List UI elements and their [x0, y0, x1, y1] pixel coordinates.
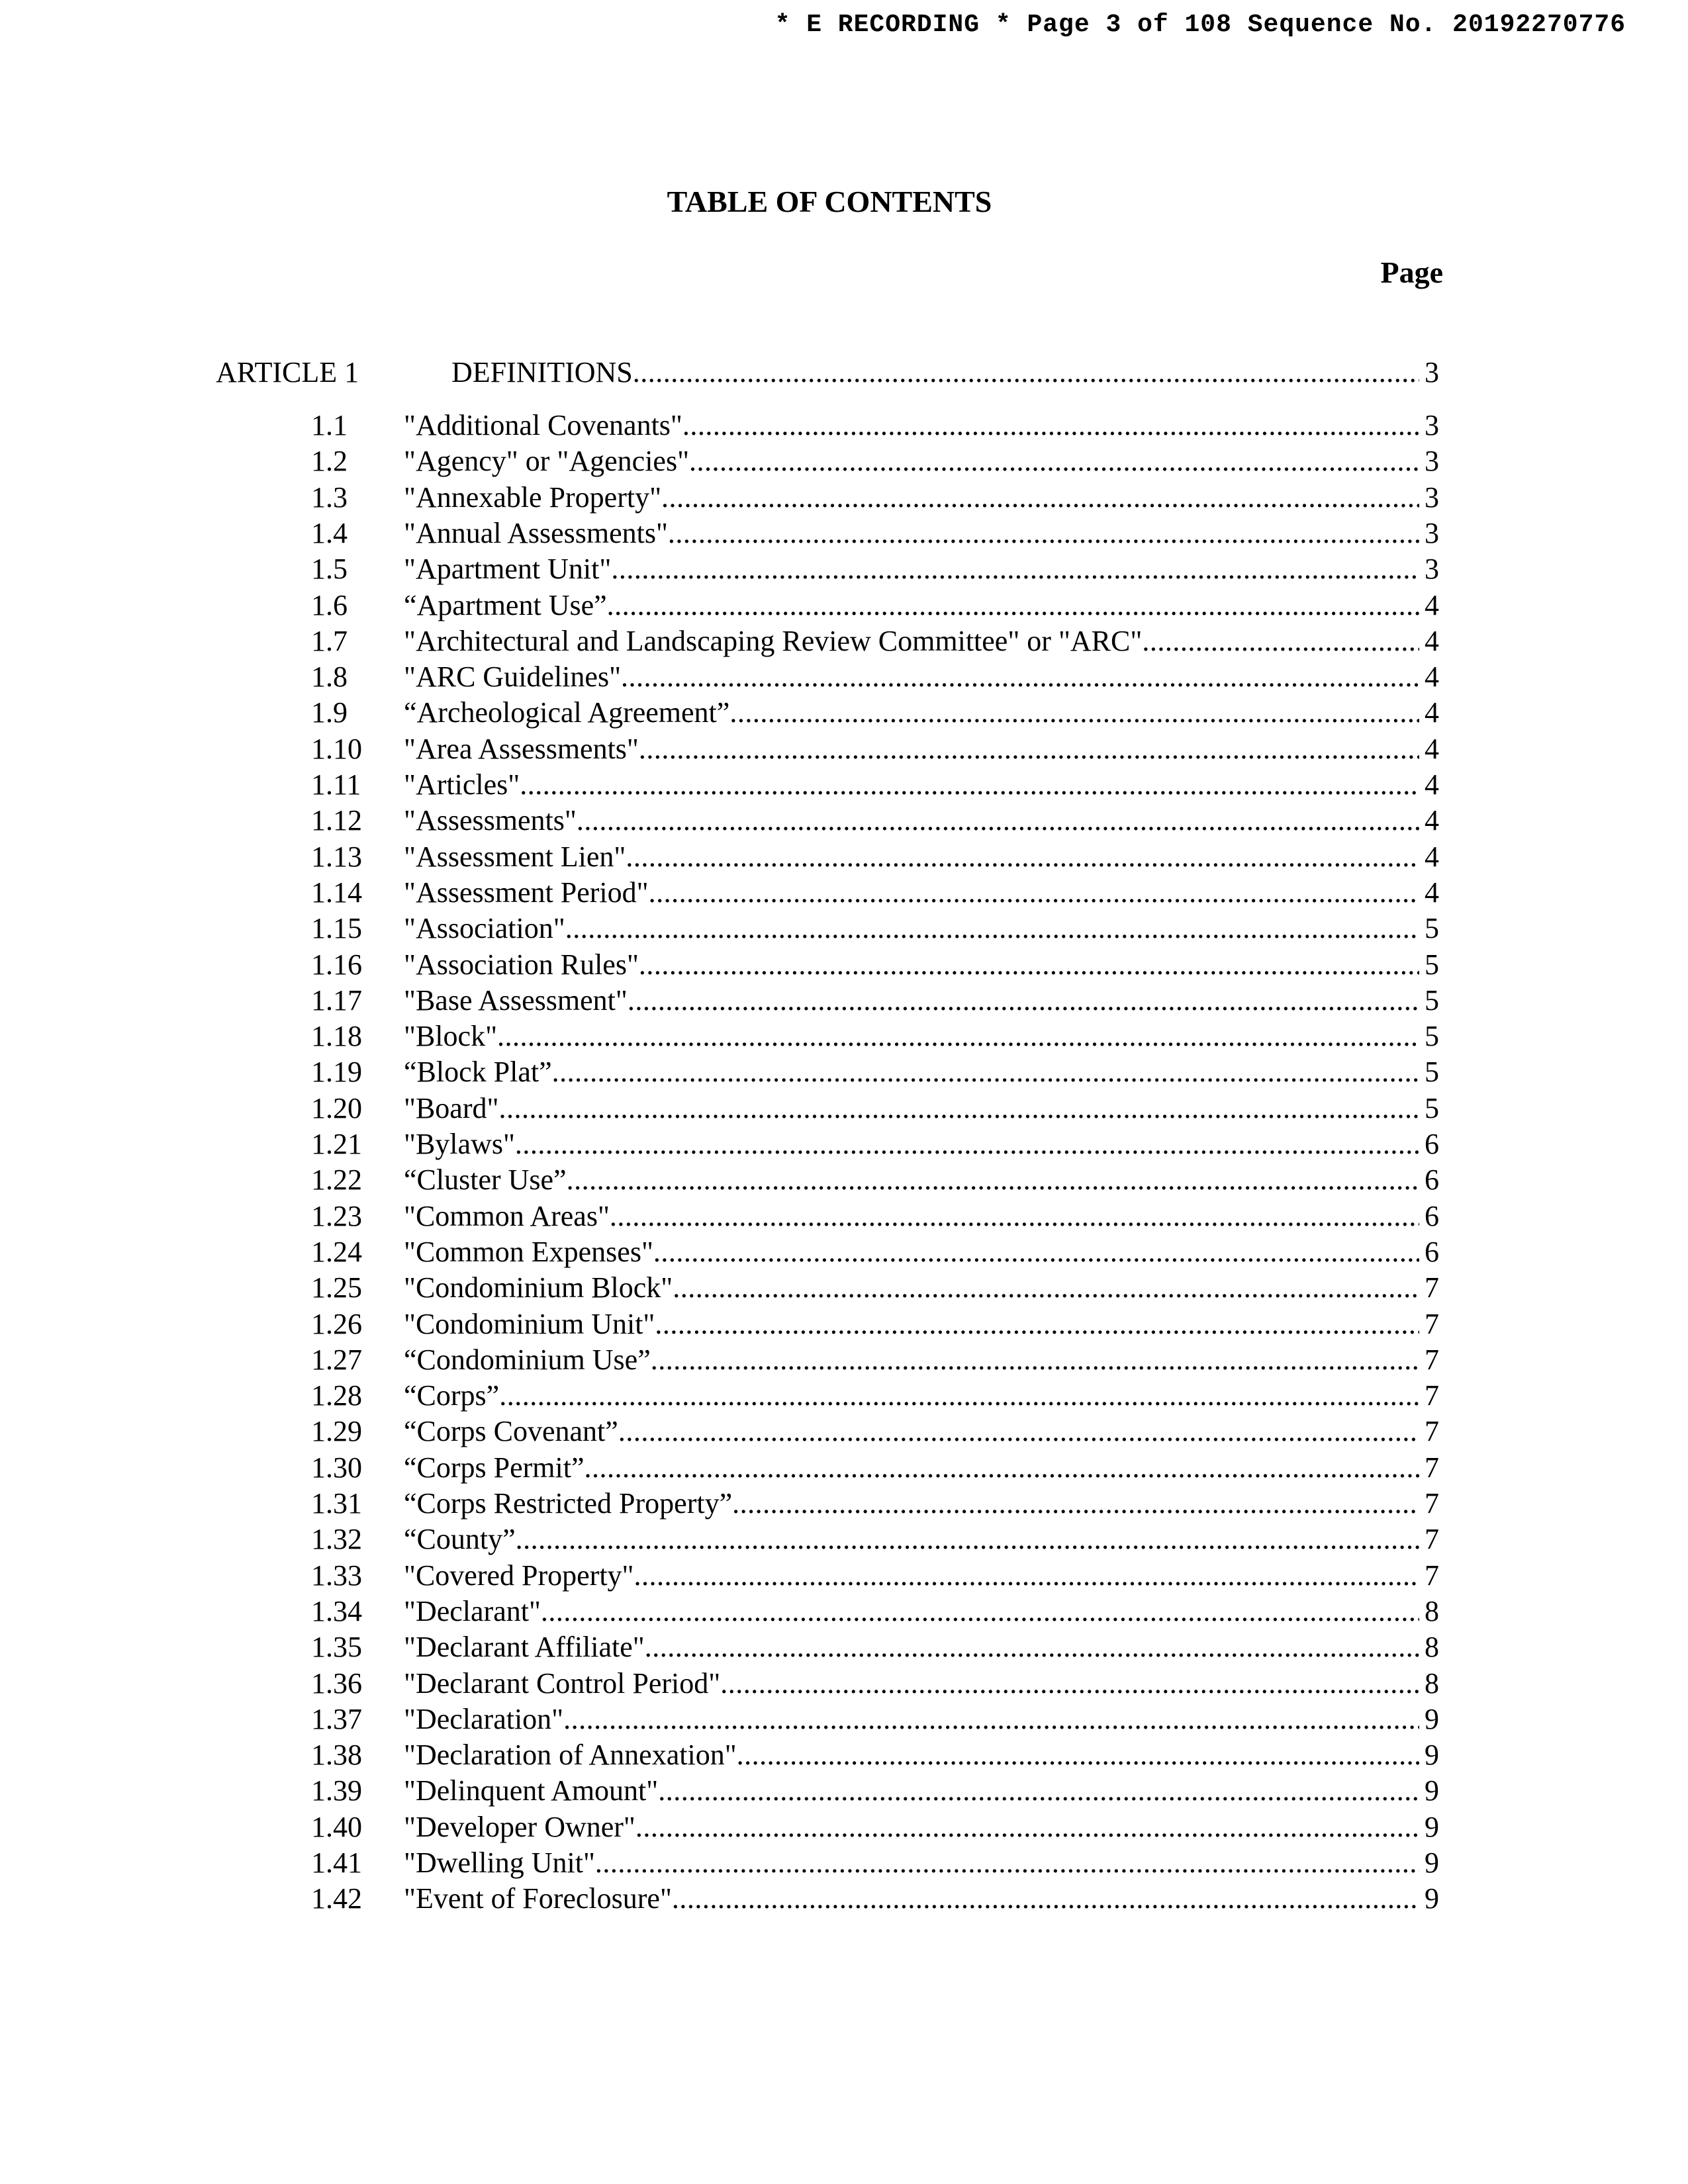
section-leader: [404, 1306, 1419, 1342]
section-title: "Association": [404, 911, 565, 946]
section-page-number: 4: [1425, 660, 1439, 694]
section-leader: [404, 1737, 1419, 1773]
section-number: 1.35: [311, 1631, 362, 1664]
section-number: 1.30: [311, 1451, 362, 1484]
section-number: 1.34: [311, 1594, 362, 1627]
section-page-number: 6: [1425, 1163, 1439, 1197]
section-number: 1.16: [311, 948, 362, 981]
section-title: “Corps Permit”: [404, 1450, 585, 1486]
section-page-number: 9: [1425, 1774, 1439, 1807]
section-page-number: 4: [1425, 732, 1439, 765]
section-leader: [404, 1091, 1419, 1126]
section-leader: [404, 1594, 1419, 1629]
dot-leader: [1142, 623, 1419, 659]
dot-leader: [610, 1199, 1419, 1234]
section-title: "Delinquent Amount": [404, 1773, 658, 1809]
section-leader: [404, 1702, 1419, 1737]
section-leader: [404, 875, 1419, 911]
section-page-number: 9: [1425, 1810, 1439, 1843]
dot-leader: [611, 551, 1419, 587]
dot-leader: [682, 408, 1419, 443]
dot-leader: [585, 1450, 1419, 1486]
section-leader: [404, 695, 1419, 731]
section-leader: [404, 839, 1419, 875]
section-title: "Apartment Unit": [404, 551, 611, 587]
section-title: "Common Areas": [404, 1199, 610, 1234]
section-page-number: 7: [1425, 1415, 1439, 1448]
section-leader: [404, 767, 1419, 803]
section-title: "Assessments": [404, 803, 577, 839]
section-leader: [404, 1054, 1419, 1090]
section-number: 1.18: [311, 1020, 362, 1053]
dot-leader: [673, 1270, 1419, 1306]
dot-leader: [639, 947, 1419, 983]
dot-leader: [732, 1486, 1419, 1522]
section-title: "Developer Owner": [404, 1809, 635, 1845]
section-number: 1.3: [311, 480, 348, 514]
section-leader: [404, 1629, 1419, 1665]
dot-leader: [498, 1091, 1419, 1126]
section-leader: [404, 659, 1419, 695]
section-leader: [404, 1162, 1419, 1198]
section-title: "Annexable Property": [404, 480, 661, 516]
section-title: “Apartment Use”: [404, 588, 607, 623]
section-leader: [404, 983, 1419, 1019]
section-page-number: 3: [1425, 553, 1439, 586]
section-leader: [404, 1809, 1419, 1845]
section-title: "Condominium Unit": [404, 1306, 655, 1342]
dot-leader: [577, 803, 1419, 839]
section-number: 1.39: [311, 1774, 362, 1807]
section-leader: [404, 1342, 1419, 1378]
section-page-number: 5: [1425, 1056, 1439, 1089]
section-number: 1.13: [311, 840, 362, 873]
dot-leader: [651, 1342, 1419, 1378]
section-page-number: 4: [1425, 768, 1439, 801]
section-leader: [404, 803, 1419, 839]
section-page-number: 7: [1425, 1307, 1439, 1340]
section-leader: [404, 443, 1419, 479]
section-number: 1.41: [311, 1846, 362, 1879]
section-number: 1.8: [311, 660, 348, 694]
section-number: 1.22: [311, 1163, 362, 1197]
section-title: "Condominium Block": [404, 1270, 673, 1306]
section-number: 1.42: [311, 1882, 362, 1915]
section-number: 1.25: [311, 1271, 362, 1304]
section-page-number: 5: [1425, 912, 1439, 945]
section-page-number: 8: [1425, 1594, 1439, 1627]
section-number: 1.29: [311, 1415, 362, 1448]
section-title: "Board": [404, 1091, 498, 1126]
section-leader: [404, 1666, 1419, 1702]
section-title: "Assessment Lien": [404, 839, 626, 875]
section-page-number: 4: [1425, 624, 1439, 657]
section-leader: [404, 551, 1419, 587]
section-page-number: 9: [1425, 1702, 1439, 1735]
dot-leader: [635, 1809, 1419, 1845]
section-page-number: 8: [1425, 1666, 1439, 1700]
section-leader: [404, 1270, 1419, 1306]
section-title: "Declarant Control Period": [404, 1666, 720, 1702]
dot-leader: [645, 1629, 1419, 1665]
section-title: “Corps Restricted Property”: [404, 1486, 732, 1522]
section-number: 1.28: [311, 1379, 362, 1412]
section-leader: [404, 1019, 1419, 1054]
section-page-number: 3: [1425, 409, 1439, 441]
section-number: 1.6: [311, 588, 348, 621]
section-leader: [404, 1486, 1419, 1522]
section-page-number: 7: [1425, 1343, 1439, 1376]
section-number: 1.38: [311, 1739, 362, 1772]
section-title: "Annual Assessments": [404, 516, 668, 551]
page-column-label: Page: [1380, 255, 1443, 289]
section-title: "Assessment Period": [404, 875, 649, 911]
section-title: “Condominium Use”: [404, 1342, 651, 1378]
section-leader: [404, 1450, 1419, 1486]
dot-leader: [661, 480, 1419, 516]
article-number: ARTICLE 1: [216, 356, 359, 388]
section-number: 1.12: [311, 804, 362, 837]
section-number: 1.10: [311, 732, 362, 765]
section-number: 1.33: [311, 1559, 362, 1592]
section-title: "ARC Guidelines": [404, 659, 621, 695]
section-page-number: 3: [1425, 516, 1439, 549]
section-title: "Dwelling Unit": [404, 1845, 595, 1881]
section-page-number: 7: [1425, 1451, 1439, 1484]
section-title: "Architectural and Landscaping Review Committee" or "ARC": [404, 623, 1142, 659]
section-page-number: 9: [1425, 1739, 1439, 1772]
dot-leader: [563, 1702, 1419, 1737]
section-title: “Archeological Agreement”: [404, 695, 729, 731]
section-page-number: 6: [1425, 1128, 1439, 1160]
section-number: 1.9: [311, 696, 348, 729]
section-title: "Articles": [404, 767, 520, 803]
section-page-number: 9: [1425, 1882, 1439, 1915]
section-leader: [404, 588, 1419, 623]
dot-leader: [672, 1881, 1419, 1917]
section-number: 1.31: [311, 1487, 362, 1520]
article-leader: [451, 355, 1419, 390]
section-leader: [404, 1199, 1419, 1234]
article-title: DEFINITIONS: [451, 355, 633, 390]
section-number: 1.4: [311, 516, 348, 549]
dot-leader: [729, 695, 1419, 731]
section-page-number: 7: [1425, 1271, 1439, 1304]
section-number: 1.32: [311, 1523, 362, 1556]
dot-leader: [633, 355, 1419, 390]
section-title: "Bylaws": [404, 1126, 515, 1162]
section-number: 1.1: [311, 409, 348, 441]
dot-leader: [595, 1845, 1419, 1881]
section-page-number: 6: [1425, 1235, 1439, 1268]
section-title: "Additional Covenants": [404, 408, 682, 443]
dot-leader: [565, 911, 1419, 946]
section-page-number: 5: [1425, 948, 1439, 981]
dot-leader: [628, 983, 1419, 1019]
section-number: 1.24: [311, 1235, 362, 1268]
section-number: 1.15: [311, 912, 362, 945]
dot-leader: [552, 1054, 1419, 1090]
section-leader: [404, 1881, 1419, 1917]
dot-leader: [567, 1162, 1419, 1198]
section-page-number: 4: [1425, 696, 1439, 729]
section-leader: [404, 480, 1419, 516]
section-leader: [404, 947, 1419, 983]
dot-leader: [720, 1666, 1419, 1702]
section-title: "Declarant": [404, 1594, 541, 1629]
section-leader: [404, 1845, 1419, 1881]
section-leader: [404, 1522, 1419, 1557]
section-title: "Area Assessments": [404, 731, 639, 767]
section-title: "Association Rules": [404, 947, 639, 983]
section-leader: [404, 731, 1419, 767]
section-number: 1.26: [311, 1307, 362, 1340]
section-page-number: 5: [1425, 983, 1439, 1017]
section-leader: [404, 1414, 1419, 1449]
section-page-number: 7: [1425, 1487, 1439, 1520]
section-leader: [404, 1126, 1419, 1162]
section-page-number: 3: [1425, 480, 1439, 514]
section-title: "Agency" or "Agencies": [404, 443, 689, 479]
section-title: “Corps”: [404, 1378, 499, 1414]
dot-leader: [497, 1019, 1419, 1054]
dot-leader: [653, 1234, 1419, 1270]
dot-leader: [689, 443, 1419, 479]
dot-leader: [655, 1306, 1419, 1342]
section-leader: [404, 408, 1419, 443]
recording-header: * E RECORDING * Page 3 of 108 Sequence No. 20192270776: [774, 11, 1626, 39]
section-page-number: 4: [1425, 840, 1439, 873]
section-page-number: 8: [1425, 1631, 1439, 1664]
section-page-number: 4: [1425, 876, 1439, 909]
dot-leader: [618, 1414, 1419, 1449]
dot-leader: [515, 1126, 1419, 1162]
dot-leader: [737, 1737, 1419, 1773]
dot-leader: [607, 588, 1419, 623]
dot-leader: [541, 1594, 1419, 1629]
section-number: 1.20: [311, 1091, 362, 1124]
toc-title: TABLE OF CONTENTS: [667, 185, 992, 218]
dot-leader: [658, 1773, 1419, 1809]
section-number: 1.27: [311, 1343, 362, 1376]
section-leader: [404, 623, 1419, 659]
section-page-number: 4: [1425, 588, 1439, 621]
section-number: 1.23: [311, 1199, 362, 1232]
dot-leader: [499, 1378, 1419, 1414]
section-title: "Block": [404, 1019, 497, 1054]
section-number: 1.19: [311, 1056, 362, 1089]
section-number: 1.5: [311, 553, 348, 586]
section-page-number: 9: [1425, 1846, 1439, 1879]
section-number: 1.11: [311, 768, 361, 801]
dot-leader: [520, 767, 1419, 803]
section-leader: [404, 516, 1419, 551]
section-leader: [404, 1234, 1419, 1270]
section-page-number: 7: [1425, 1379, 1439, 1412]
section-page-number: 5: [1425, 1091, 1439, 1124]
dot-leader: [668, 516, 1419, 551]
dot-leader: [634, 1558, 1419, 1594]
section-number: 1.7: [311, 624, 348, 657]
section-page-number: 7: [1425, 1523, 1439, 1556]
section-title: "Declarant Affiliate": [404, 1629, 645, 1665]
dot-leader: [649, 875, 1419, 911]
dot-leader: [621, 659, 1419, 695]
section-leader: [404, 1558, 1419, 1594]
section-title: “County”: [404, 1522, 516, 1557]
dot-leader: [626, 839, 1419, 875]
section-page-number: 5: [1425, 1020, 1439, 1053]
article-page-number: 3: [1425, 356, 1439, 388]
section-title: "Declaration": [404, 1702, 563, 1737]
section-number: 1.36: [311, 1666, 362, 1700]
section-title: "Event of Foreclosure": [404, 1881, 672, 1917]
section-page-number: 4: [1425, 804, 1439, 837]
section-page-number: 6: [1425, 1199, 1439, 1232]
section-leader: [404, 1773, 1419, 1809]
dot-leader: [516, 1522, 1419, 1557]
section-title: "Base Assessment": [404, 983, 628, 1019]
section-title: "Common Expenses": [404, 1234, 653, 1270]
section-title: "Declaration of Annexation": [404, 1737, 737, 1773]
section-number: 1.21: [311, 1128, 362, 1160]
section-number: 1.37: [311, 1702, 362, 1735]
section-page-number: 7: [1425, 1559, 1439, 1592]
section-page-number: 3: [1425, 445, 1439, 478]
section-number: 1.17: [311, 983, 362, 1017]
section-title: “Cluster Use”: [404, 1162, 567, 1198]
section-number: 1.40: [311, 1810, 362, 1843]
section-title: "Covered Property": [404, 1558, 634, 1594]
section-leader: [404, 1378, 1419, 1414]
section-number: 1.2: [311, 445, 348, 478]
dot-leader: [639, 731, 1419, 767]
section-leader: [404, 911, 1419, 946]
section-title: “Corps Covenant”: [404, 1414, 618, 1449]
section-number: 1.14: [311, 876, 362, 909]
section-title: “Block Plat”: [404, 1054, 552, 1090]
